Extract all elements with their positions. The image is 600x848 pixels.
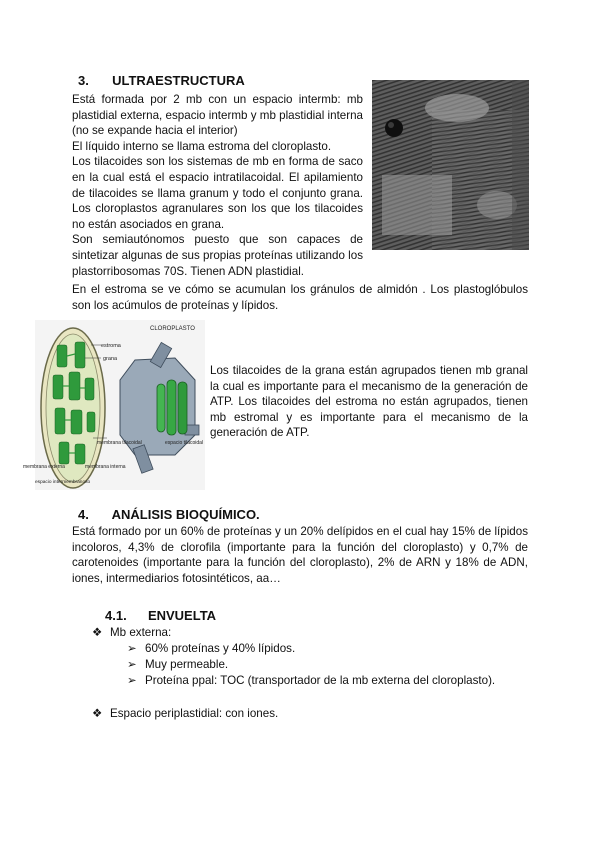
bullet-icon: ❖ [92,707,103,720]
label-estroma: estroma [101,343,121,349]
sub-list-item: 60% proteínas y 40% lípidos. [145,642,296,655]
arrow-bullet-icon: ➢ [127,642,137,655]
label-membrana-tilacoidal: membrana tilacoidal [97,440,142,446]
label-grana: grana [103,356,118,362]
list-item: Espacio periplastidial: con iones. [110,707,279,720]
diagram-title: CLOROPLASTO [150,326,195,332]
sub-list-item: Muy permeable. [145,658,229,671]
arrow-bullet-icon: ➢ [127,658,137,671]
paragraph: En el estroma se ve cómo se acumulan los gránulos de almidón . Los plastoglóbulos son los acúmulos de proteínas y lípidos. [72,283,528,312]
section-41-title: ENVUELTA [147,608,217,623]
sub-list-item: Proteína ppal: TOC (transportador de la mb externa del cloroplasto). [145,674,496,687]
section-4-heading [78,507,260,522]
paragraph: Son semiautónomos puesto que son capaces de sintetizar algunas de sus propias proteínas utilizando los plastorribosomas 70S. Tienen ADN plastidial. [72,233,363,278]
bullet-icon: ❖ [92,626,103,639]
section-3-heading [78,73,245,88]
label-membrana-interna: membrana interna [85,464,126,470]
paragraph: Los tilacoides son los sistemas de mb en forma de saco en la cual está el espacio intratilacoidal. El apilamiento de tilacoides se llama granum y todo el conjunto grana. Los cloroplastos agranulares son los que los tilacoides no están asociados en grana. [72,155,363,231]
paragraph: Los tilacoides de la grana están agrupados tienen mb granal la cual es importante para el mecanismo de la generación de ATP. Los tilacoides del estroma no están agrupados, tienen mb estromal y es importante para el mecanismo de la generación de ATP. [210,364,528,440]
section-41-heading [105,608,216,623]
list-item: Mb externa: [110,626,172,639]
electron-micrograph-image [372,80,529,250]
label-espacio-intermembranoso: espacio intermembranoso [35,480,91,485]
section-3-number: 3. [78,73,89,88]
paragraph: El líquido interno se llama estroma del cloroplasto. [72,139,332,153]
micrograph-graphic [372,80,529,250]
section-4-paragraph: Está formado por un 60% de proteínas y un 20% delípidos en el cual hay 15% de lípidos incoloros, 4,3% de clorofila (importante para la función del cloroplasto) y 0,7% de carotenoides (importante para la función del cloroplasto), 2% de ARN y 18% de ADN, iones, intermediarios fotosintéticos, aa… [72,525,528,585]
paragraph: Está formada por 2 mb con un espacio intermb: mb plastidial externa, espacio intermb y mb plastidial interna (no se expande hacia el interior) [72,93,363,138]
section-4-title: ANÁLISIS BIOQUÍMICO. [111,507,260,522]
section-4-number: 4. [78,507,89,522]
chloroplast-diagram-graphic [23,320,205,490]
label-espacio-tilacoidal: espacio tilacoidal [165,440,204,446]
label-membrana-externa: membrana externa [23,464,65,470]
section-41-number: 4.1. [105,608,127,623]
arrow-bullet-icon: ➢ [127,674,137,687]
chloroplast-diagram [23,320,205,490]
section-3-title: ULTRAESTRUCTURA [112,73,245,88]
section-3-body [72,92,363,279]
